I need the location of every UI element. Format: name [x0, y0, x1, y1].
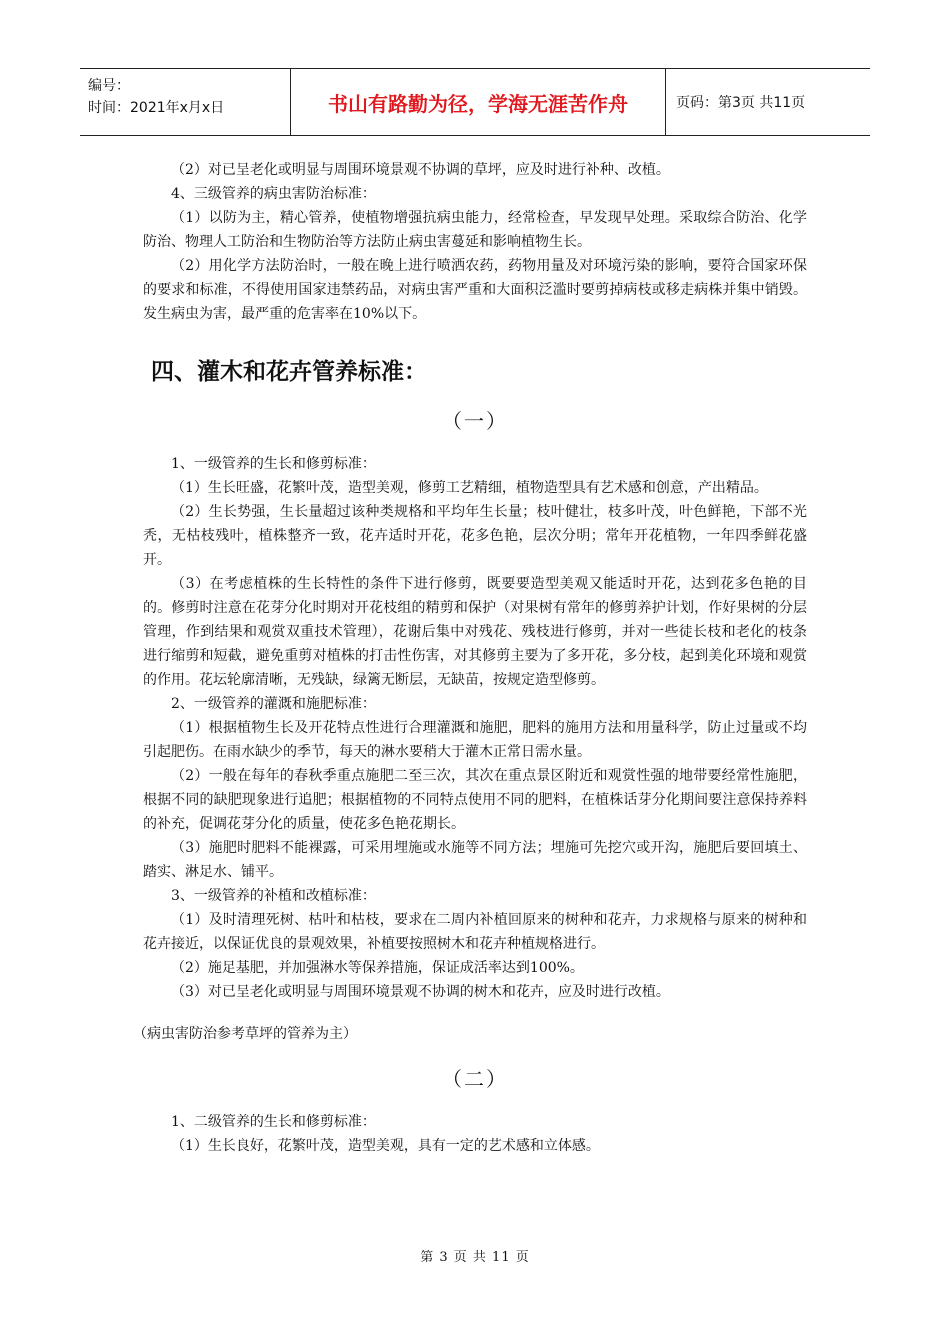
paragraph: （1）生长良好，花繁叶茂，造型美观，具有一定的艺术感和立体感。 [171, 1138, 600, 1154]
paragraph: （2）对已呈老化或明显与周围环境景观不协调的草坪，应及时进行补种、改植。 [171, 162, 670, 178]
code-label: 编号： [88, 78, 130, 94]
paragraph: 1、二级管养的生长和修剪标准： [171, 1114, 376, 1130]
header-page-info: 页码：第3页 共11页 [676, 95, 806, 111]
header-meta [80, 69, 291, 135]
paragraph: （2）施足基肥，并加强淋水等保养措施，保证成活率达到100%。 [171, 960, 584, 976]
paragraph: （3）施肥时肥料不能裸露，可采用埋施或水施等不同方法；埋施可先挖穴或开沟，施肥后要回填土、踏实、淋足水、铺平。 [143, 840, 807, 880]
paragraph: （1）生长旺盛，花繁叶茂，造型美观，修剪工艺精细，植物造型具有艺术感和创意，产出精品。 [171, 480, 768, 496]
paragraph: （1）以防为主，精心管养，使植物增强抗病虫能力，经常检查，早发现早处理。采取综合防治、化学防治、物理人工防治和生物防治等方法防止病虫害蔓延和影响植物生长。 [143, 210, 807, 250]
paragraph: 1、一级管养的生长和修剪标准： [171, 456, 376, 472]
paragraph: （1）及时清理死树、枯叶和枯枝，要求在二周内补植回原来的树种和花卉，力求规格与原来的树种和花卉接近，以保证优良的景观效果，补植要按照树木和花卉种植规格进行。 [143, 912, 807, 952]
page-header [80, 68, 870, 136]
section-heading: 四、灌木和花卉管养标准： [151, 358, 427, 385]
subsection-heading: （二） [442, 1067, 508, 1091]
date-label: 时间：2021年x月x日 [88, 100, 225, 116]
note: （病虫害防治参考草坪的管养为主） [133, 1026, 357, 1042]
paragraph: （3）对已呈老化或明显与周围环境景观不协调的树木和花卉，应及时进行改植。 [171, 984, 670, 1000]
paragraph: 3、一级管养的补植和改植标准： [171, 888, 376, 904]
paragraph: （2）一般在每年的春秋季重点施肥二至三次，其次在重点景区附近和观赏性强的地带要经常性施肥，根据不同的缺肥现象进行追肥；根据植物的不同特点使用不同的肥料，在植株话芽分化期间要注意保持养料的补充，促调花芽分化的质量，使花多色艳花期长。 [143, 768, 807, 832]
subsection-heading: （一） [442, 409, 508, 433]
header-motto: 书山有路勤为径，学海无涯苦作舟 [291, 69, 666, 135]
document-body [133, 158, 807, 1158]
paragraph: （3）在考虑植株的生长特性的条件下进行修剪，既要要造型美观又能适时开花，达到花多色艳的目的。修剪时注意在花芽分化时期对开花枝组的精剪和保护（对果树有常年的修剪养护计划，作好果树的分层管理，作到结果和观赏双重技术管理），花谢后集中对残花、残枝进行修剪，并对一些徒长枝和老化的枝条进行缩剪和短截，避免重剪对植株的打击性伤害，对其修剪主要为了多开花，多分枝，起到美化环境和观赏的作用。花坛轮廓清晰，无残缺，绿篱无断层，无缺苗，按规定造型修剪。 [143, 576, 807, 688]
paragraph: 4、三级管养的病虫害防治标准： [171, 186, 376, 202]
paragraph: （2）生长势强，生长量超过该种类规格和平均年生长量；枝叶健壮，枝多叶茂，叶色鲜艳，下部不光秃，无枯枝残叶，植株整齐一致，花卉适时开花，花多色艳，层次分明；常年开花植物，一年四季鲜花盛开。 [143, 504, 807, 568]
page-footer: 第 3 页 共 11 页 [420, 1250, 530, 1265]
paragraph: （1）根据植物生长及开花特点性进行合理灌溉和施肥，肥料的施用方法和用量科学，防止过量或不均引起肥伤。在雨水缺少的季节，每天的淋水要稍大于灌木正常日需水量。 [143, 720, 807, 760]
paragraph: 2、一级管养的灌溉和施肥标准： [171, 696, 376, 712]
paragraph: （2）用化学方法防治时，一般在晚上进行喷洒农药，药物用量及对环境污染的影响，要符合国家环保的要求和标准，不得使用国家违禁药品，对病虫害严重和大面积泛滥时要剪掉病枝或移走病株并集中销毁。发生病虫为害，最严重的危害率在10%以下。 [143, 258, 807, 322]
